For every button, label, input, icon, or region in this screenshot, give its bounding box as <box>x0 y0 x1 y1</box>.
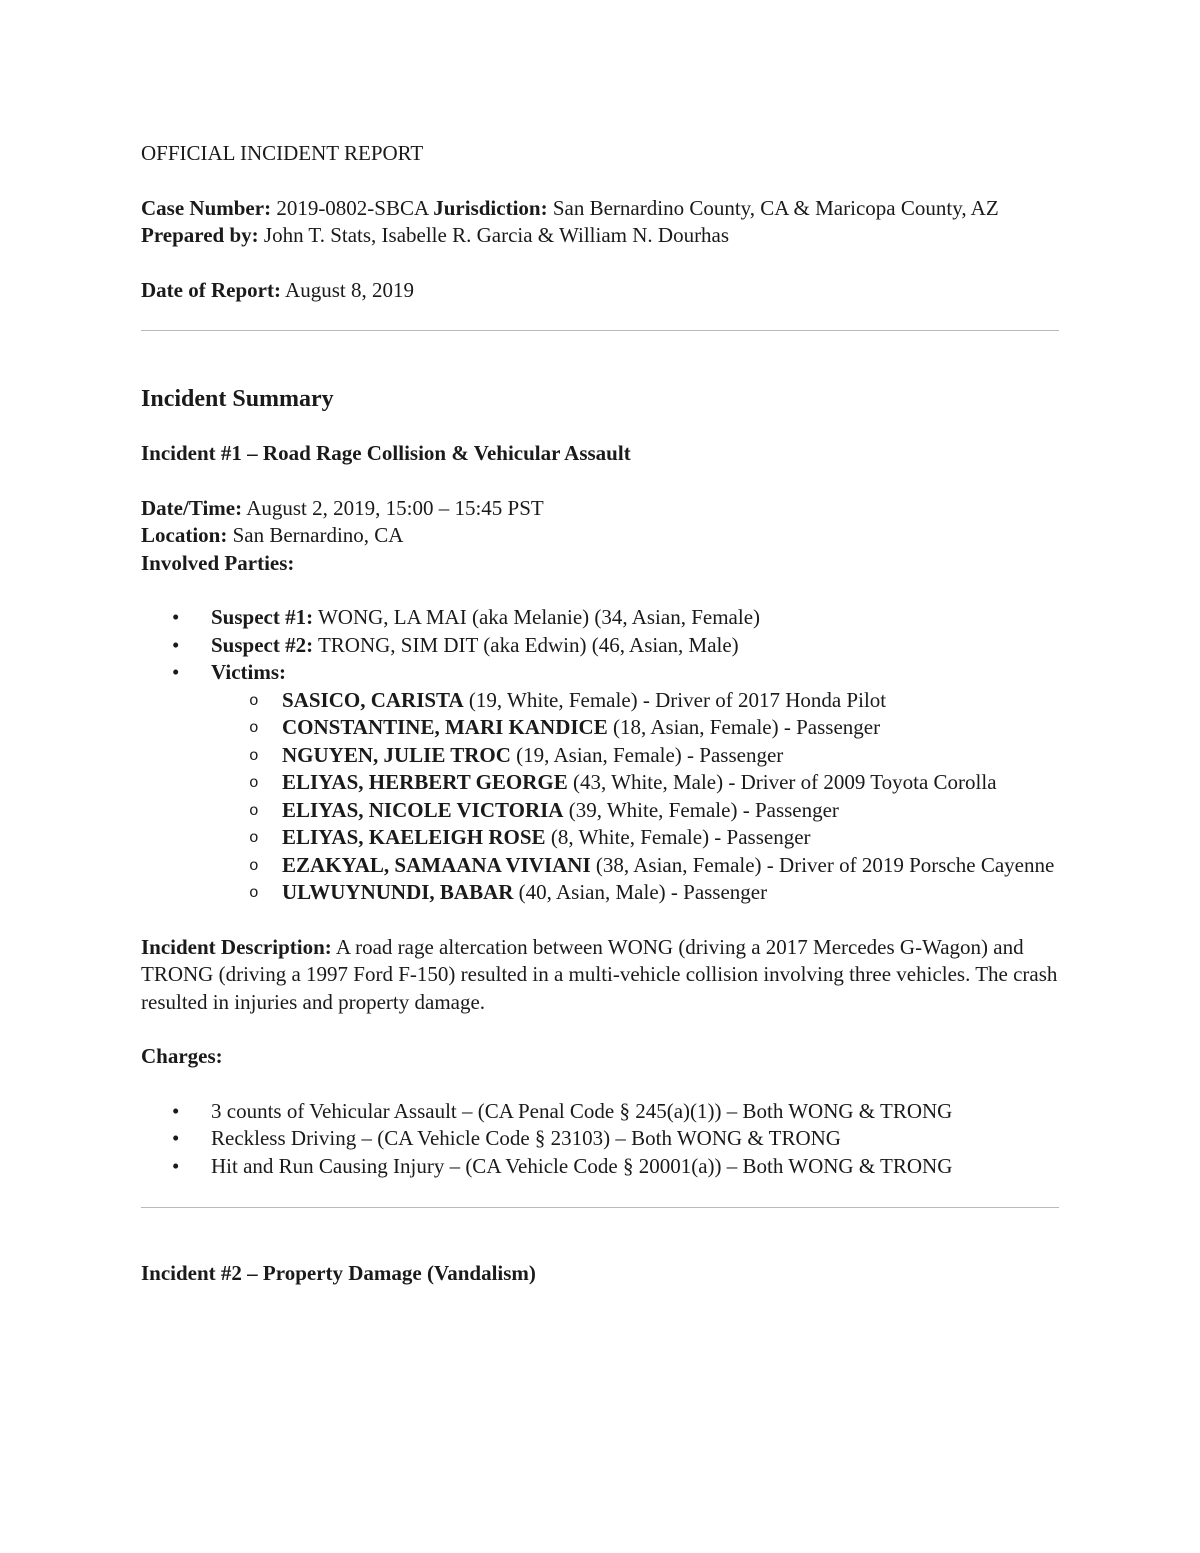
victim-name: ULWUYNUNDI, BABAR <box>282 880 514 904</box>
victim-item <box>211 714 1061 742</box>
list-item <box>141 604 1061 632</box>
victim-details: (19, Asian, Female) - Passenger <box>516 742 784 767</box>
section-divider <box>141 330 1059 331</box>
victim-details: (18, Asian, Female) - Passenger <box>612 715 881 739</box>
suspect-label: Suspect #2: <box>211 632 314 657</box>
victim-item <box>211 879 1061 907</box>
case-number-label: Case Number: <box>141 195 272 220</box>
jurisdiction-label: Jurisdiction: <box>433 195 548 220</box>
incident1-details <box>141 495 1061 578</box>
victim-name: ELIYAS, NICOLE VICTORIA <box>282 797 564 822</box>
suspect-text: WONG, LA MAI (aka Melanie) (34, Asian, Female) <box>317 605 761 629</box>
charge-item: • 3 counts of Vehicular Assault – (CA Penal Code § 245(a)(1)) – Both WONG & TRONG <box>141 1098 1061 1126</box>
incident1-datetime <box>141 495 1061 523</box>
victim-name: EZAKYAL, SAMAANA VIVIANI <box>282 852 591 877</box>
victim-item <box>211 769 1061 797</box>
incident1-location <box>141 522 1061 550</box>
victim-details: (40, Asian, Male) - Passenger <box>518 880 768 904</box>
report-title: OFFICIAL INCIDENT REPORT <box>141 141 424 165</box>
jurisdiction-value: San Bernardino County, CA & Maricopa County, AZ <box>552 195 999 220</box>
victim-details: (39, White, Female) - Passenger <box>568 797 839 822</box>
summary-heading: Incident Summary <box>141 386 334 412</box>
charges-heading <box>141 1043 1061 1071</box>
datetime-label: Date/Time: <box>141 495 243 520</box>
incident-description <box>141 934 1061 1017</box>
charge-item: • Reckless Driving – (CA Vehicle Code § 23103) – Both WONG & TRONG <box>141 1125 1061 1153</box>
victim-details: (19, White, Female) - Driver of 2017 Honda Pilot <box>468 687 887 712</box>
list-item <box>141 632 1061 660</box>
report-date <box>141 277 1061 305</box>
report-meta <box>141 195 1061 250</box>
report-date-label: Date of Report: <box>141 277 281 302</box>
victims-list <box>211 687 1061 907</box>
charges-list <box>141 1098 1061 1181</box>
charges-label: Charges: <box>141 1044 223 1068</box>
victim-name: SASICO, CARISTA <box>282 687 464 712</box>
victim-item <box>211 797 1061 825</box>
victim-details: (38, Asian, Female) - Driver of 2019 Porsche Cayenne <box>595 852 1055 877</box>
prepared-by-value: John T. Stats, Isabelle R. Garcia & William N. Dourhas <box>263 223 730 247</box>
victim-item <box>211 824 1061 852</box>
victim-details: (8, White, Female) - Passenger <box>550 825 811 849</box>
involved-parties-label <box>141 550 1061 578</box>
involved-parties-list <box>141 604 1061 907</box>
report-date-value: August 8, 2019 <box>285 277 414 302</box>
description-label: Incident Description: <box>141 934 332 959</box>
incident1-heading: Incident #1 – Road Rage Collision & Vehicular Assault <box>141 441 631 465</box>
victim-name: ELIYAS, HERBERT GEORGE <box>282 770 568 794</box>
victim-details: (43, White, Male) - Driver of 2009 Toyota Corolla <box>573 770 997 794</box>
charge-item: • Hit and Run Causing Injury – (CA Vehicle Code § 20001(a)) – Both WONG & TRONG <box>141 1153 1061 1181</box>
victim-name: CONSTANTINE, MARI KANDICE <box>282 715 608 739</box>
suspect-label: Suspect #1: <box>211 605 314 629</box>
list-item <box>141 659 1061 907</box>
location-label: Location: <box>141 523 228 547</box>
location-value: San Bernardino, CA <box>232 523 404 547</box>
datetime-value: August 2, 2019, 15:00 – 15:45 PST <box>246 495 544 520</box>
victim-item <box>211 687 1061 715</box>
section-divider <box>141 1207 1059 1208</box>
suspect-text: TRONG, SIM DIT (aka Edwin) (46, Asian, Male) <box>317 632 739 657</box>
description-text: A road rage altercation between WONG (driving a 2017 Mercedes G-Wagon) and TRONG (driving a 1997 Ford F-150) resulted in a multi-vehicle collision involving three vehicles. The crash resulted in injuries and property damage. <box>141 934 1058 1014</box>
victims-label: Victims: <box>211 660 287 684</box>
case-number-value: 2019-0802-SBCA <box>276 195 428 220</box>
victim-item <box>211 852 1061 880</box>
victim-name: NGUYEN, JULIE TROC <box>282 742 511 767</box>
victim-name: ELIYAS, KAELEIGH ROSE <box>282 825 546 849</box>
involved-parties-label-text: Involved Parties: <box>141 550 295 575</box>
prepared-by-label: Prepared by: <box>141 223 259 247</box>
victim-item <box>211 742 1061 770</box>
incident2-heading: Incident #2 – Property Damage (Vandalism) <box>141 1261 536 1285</box>
document-page <box>141 140 1061 1315</box>
